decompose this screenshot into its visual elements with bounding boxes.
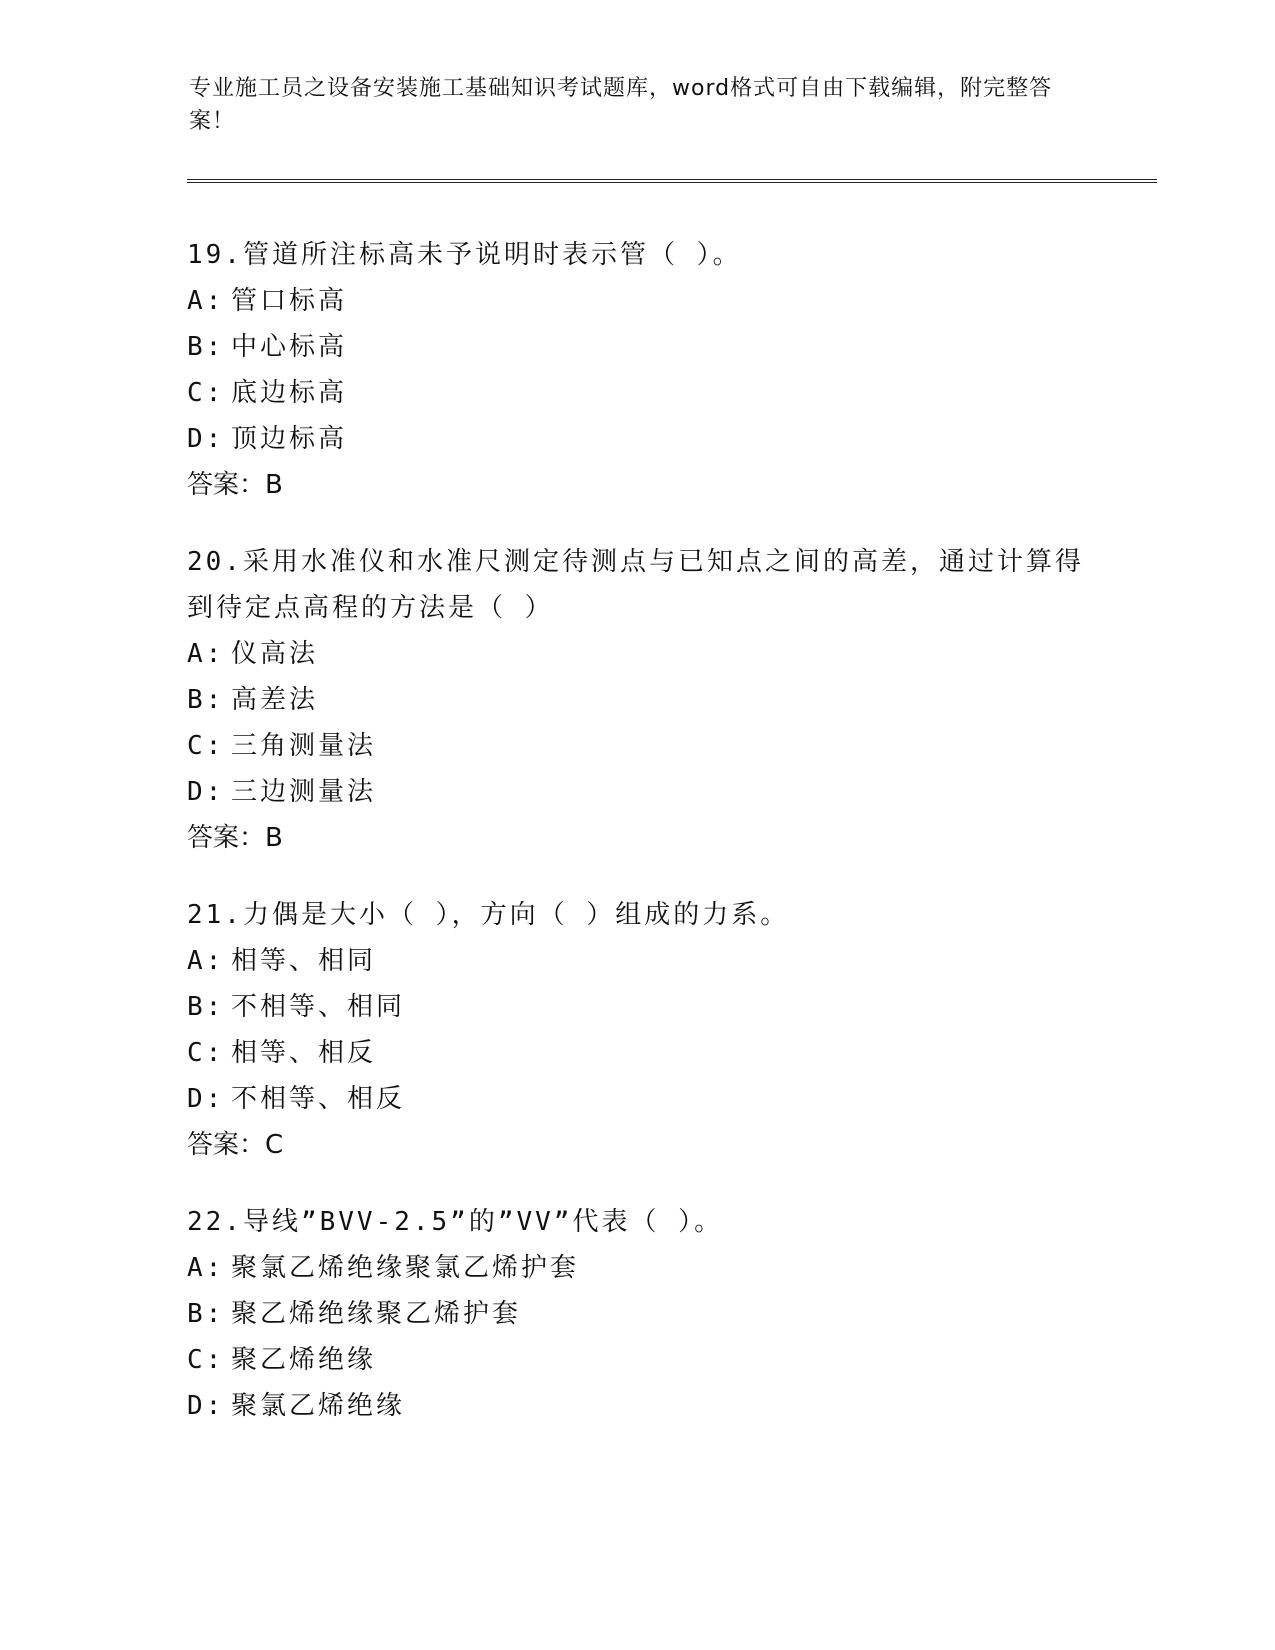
option-letter: D: [187,1391,225,1421]
option-text: 底边标高 [231,378,348,408]
option-text: 管口标高 [231,286,348,316]
option-text: 不相等、相同 [231,992,406,1022]
header-divider [187,179,1157,183]
option-text: 顶边标高 [231,424,348,454]
option-text: 聚乙烯绝缘 [231,1345,377,1375]
option-c [187,1030,1087,1076]
option-a [187,631,1087,677]
option-b [187,324,1087,370]
option-letter: B: [187,332,225,362]
option-d [187,1383,1087,1429]
option-letter: B: [187,685,225,715]
option-text: 三角测量法 [231,731,377,761]
option-text: 相等、相反 [231,1038,377,1068]
document-header [189,72,1079,138]
question-text: 20.采用水准仪和水准尺测定待测点与已知点之间的高差，通过计算得到待定点高程的方法是（ ） [187,547,1084,623]
option-letter: D: [187,424,225,454]
question-19 [187,232,1087,508]
option-letter: A: [187,1253,225,1283]
option-letter: B: [187,1299,225,1329]
answer-line: 答案：B [187,823,283,853]
question-21 [187,892,1087,1168]
answer-line: 答案：C [187,1130,284,1160]
option-b [187,984,1087,1030]
option-letter: C: [187,1345,225,1375]
option-b [187,1291,1087,1337]
question-20 [187,539,1087,861]
option-text: 相等、相同 [231,946,377,976]
option-text: 三边测量法 [231,777,377,807]
option-a [187,278,1087,324]
question-text: 21.力偶是大小（ ），方向（ ）组成的力系。 [187,900,790,930]
option-letter: A: [187,286,225,316]
header-title: 专业施工员之设备安装施工基础知识考试题库，word格式可自由下载编辑，附完整答案！ [189,76,1053,134]
answer-line: 答案：B [187,470,283,500]
option-letter: C: [187,1038,225,1068]
option-c [187,370,1087,416]
option-text: 聚乙烯绝缘聚乙烯护套 [231,1299,522,1329]
option-text: 聚氯乙烯绝缘聚氯乙烯护套 [231,1253,580,1283]
option-letter: D: [187,1084,225,1114]
option-text: 中心标高 [231,332,348,362]
question-text: 19.管道所注标高未予说明时表示管（ ）。 [187,240,742,270]
option-text: 不相等、相反 [231,1084,406,1114]
option-a [187,938,1087,984]
option-letter: C: [187,731,225,761]
option-c [187,1337,1087,1383]
option-letter: B: [187,992,225,1022]
option-letter: A: [187,946,225,976]
option-d [187,1076,1087,1122]
option-text: 高差法 [231,685,319,715]
option-d [187,416,1087,462]
question-22 [187,1199,1087,1429]
option-text: 聚氯乙烯绝缘 [231,1391,406,1421]
option-c [187,723,1087,769]
option-d [187,769,1087,815]
option-letter: D: [187,777,225,807]
option-letter: C: [187,378,225,408]
question-text: 22.导线”BVV-2.5”的”VV”代表（ ）。 [187,1207,724,1237]
option-text: 仪高法 [231,639,319,669]
option-letter: A: [187,639,225,669]
question-list [187,232,1087,1460]
option-b [187,677,1087,723]
option-a [187,1245,1087,1291]
